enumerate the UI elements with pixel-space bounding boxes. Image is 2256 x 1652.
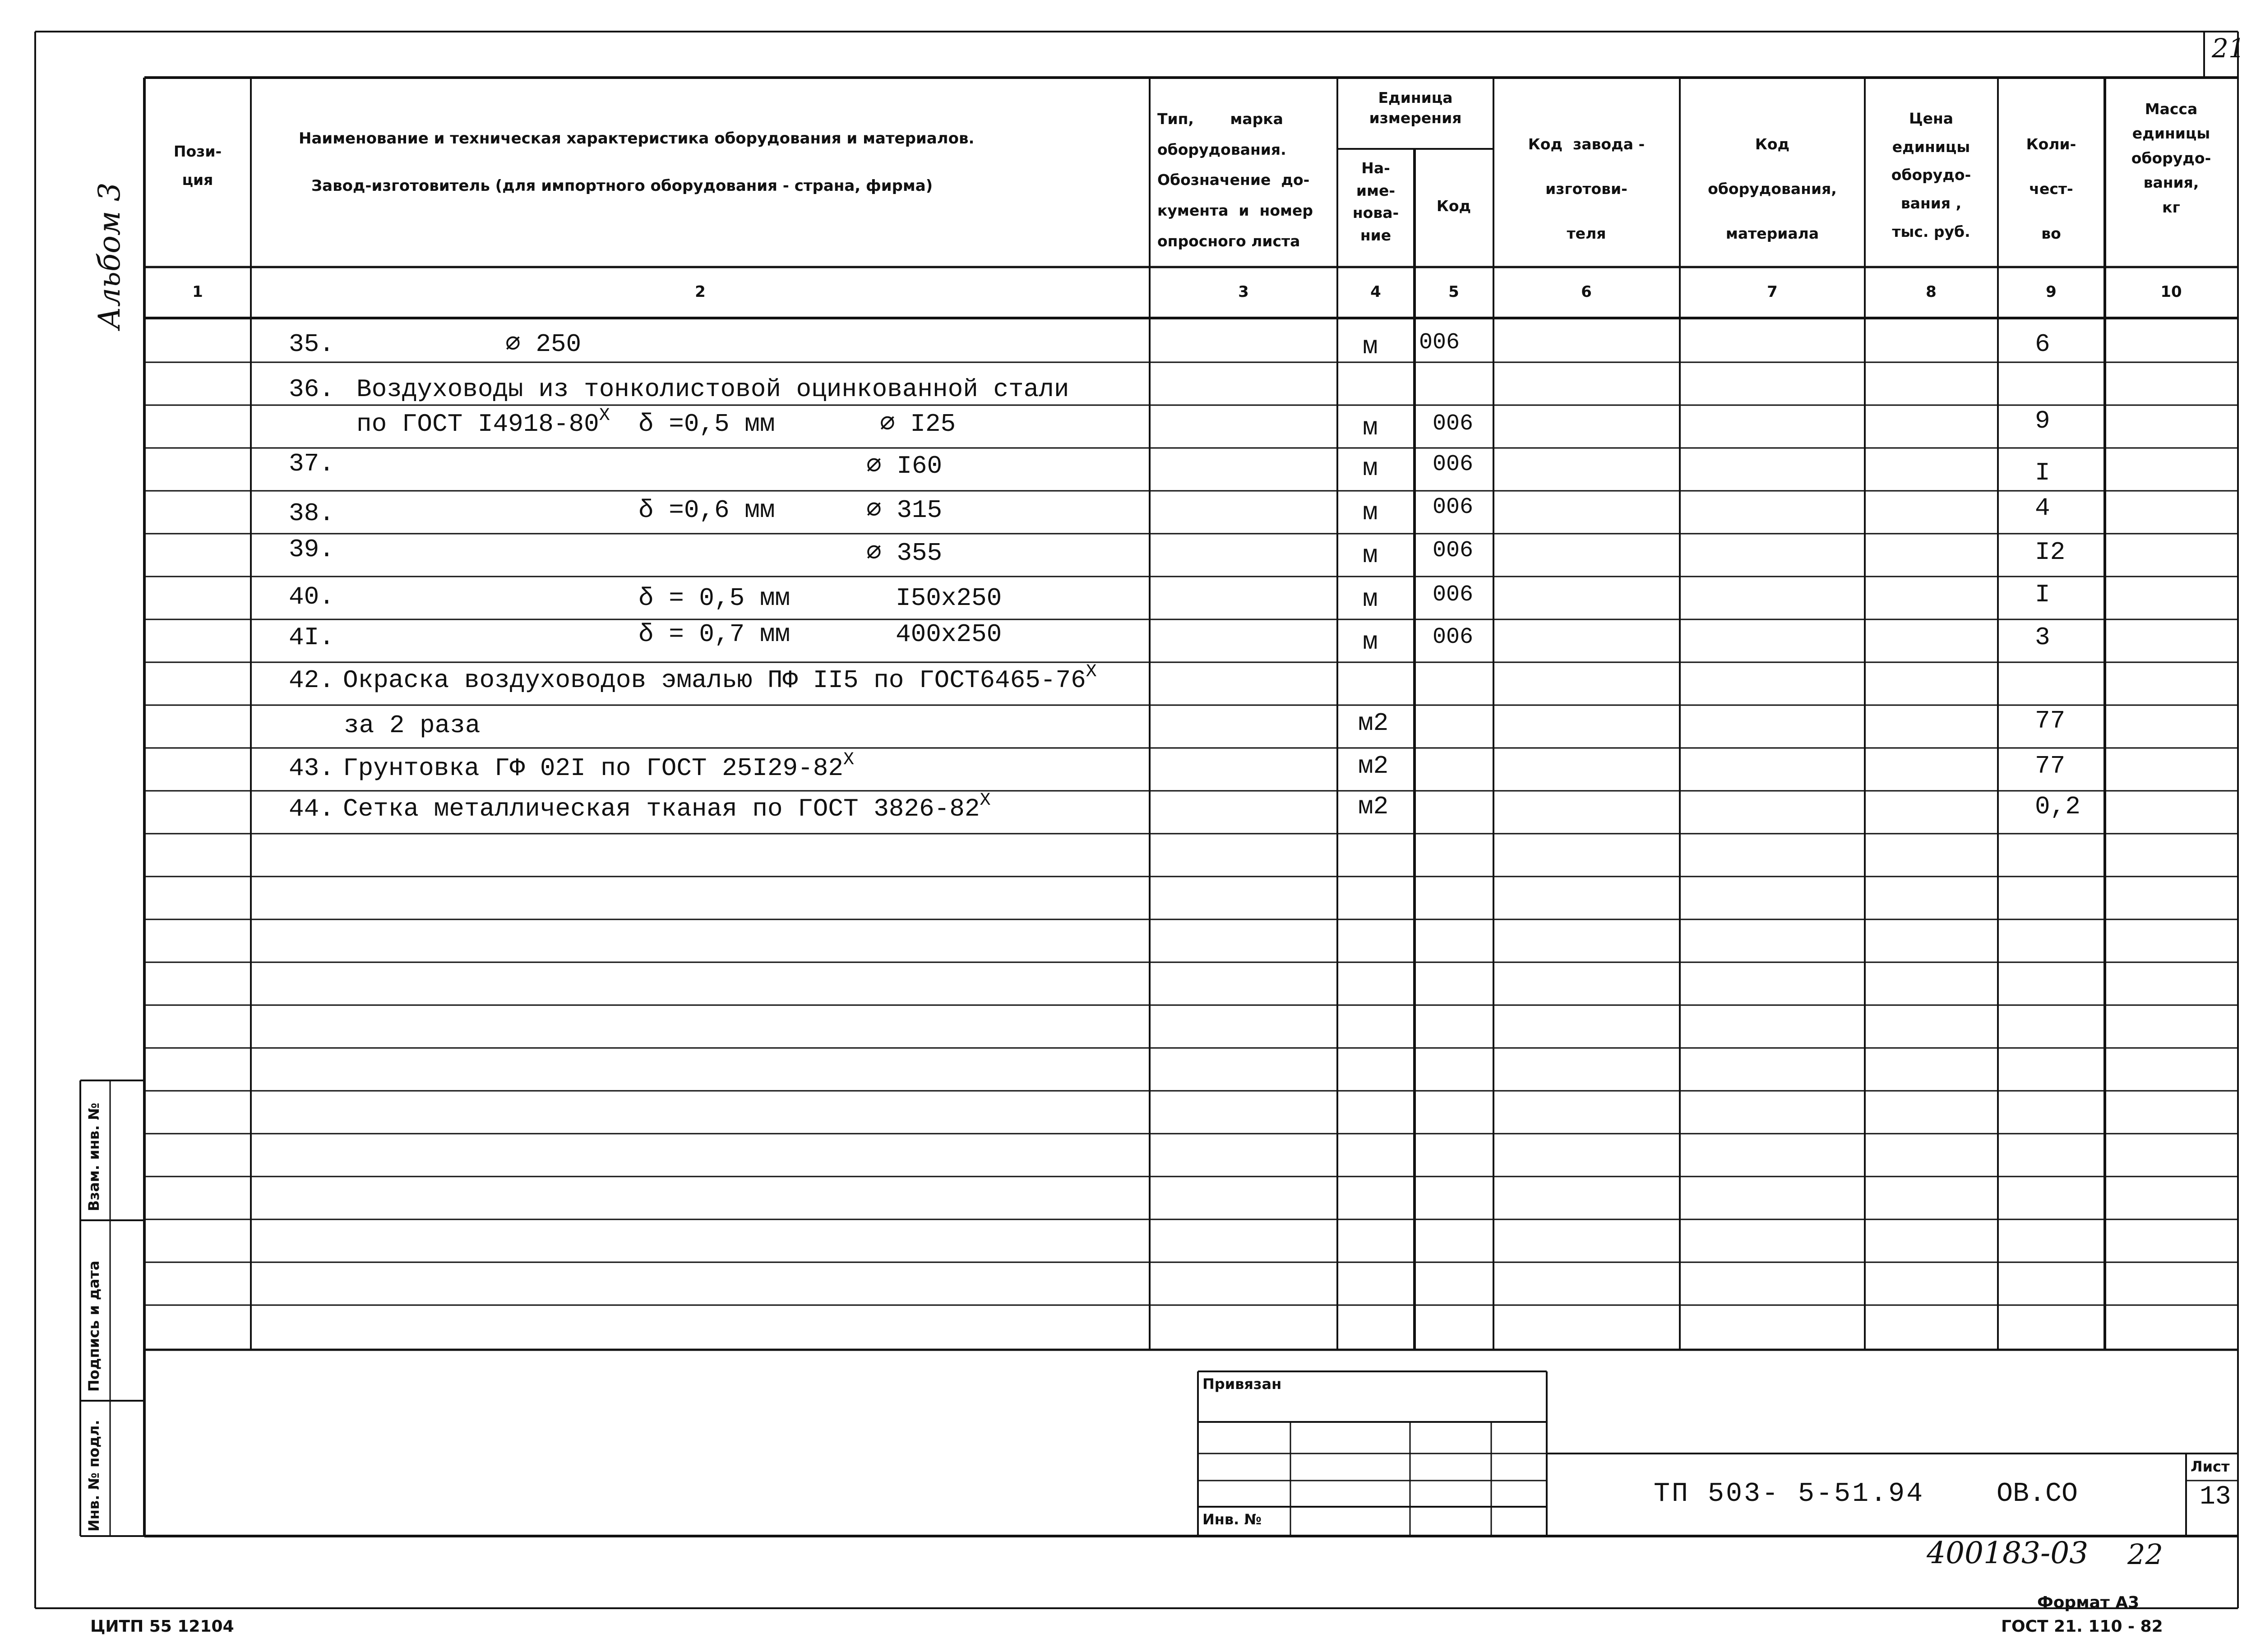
header-price: Цена единицы оборудо- вания , тыс. руб.	[1891, 110, 1971, 240]
row-quantity: 77	[2035, 706, 2066, 735]
row-thickness: δ = 0,7 мм	[638, 620, 791, 649]
row-position: 36.	[289, 375, 334, 404]
row-size: ∅ I60	[866, 452, 943, 480]
footer-gost: ГОСТ 21. 110 - 82	[2001, 1617, 2163, 1636]
row-size: ∅ 355	[866, 539, 943, 568]
row-position: 37.	[289, 449, 334, 478]
row-description: Воздуховоды из тонколистовой оцинкованной стали	[356, 375, 1069, 404]
row-unit: м2	[1358, 752, 1389, 780]
row-position: 38.	[289, 499, 334, 528]
side-stamp-inv-podl: Инв. № подл.	[85, 1420, 102, 1532]
side-stamp-podpis: Подпись и дата	[85, 1260, 102, 1392]
footer-format: Формат А3	[2037, 1593, 2140, 1612]
row-quantity: I	[2035, 580, 2050, 609]
sheet-label: Лист	[2191, 1458, 2230, 1475]
col-number: 6	[1581, 283, 1592, 301]
row-unit: м	[1363, 628, 1378, 656]
row-quantity: 3	[2035, 623, 2050, 652]
row-code: 006	[1433, 411, 1474, 437]
row-code: 006	[1433, 582, 1474, 608]
row-unit: м	[1363, 498, 1378, 527]
row-unit: м	[1363, 585, 1378, 614]
col-number: 8	[1926, 283, 1937, 301]
sheet-number: 13	[2200, 1482, 2231, 1512]
row-position: 44.	[289, 794, 334, 823]
header-unit-code: Код	[1436, 197, 1471, 215]
row-unit: м2	[1358, 792, 1389, 821]
row-description: за 2 раза	[344, 711, 481, 740]
header-unit-name: На- име- нова- ние	[1352, 159, 1399, 244]
stamp-inv-no: Инв. №	[1202, 1511, 1262, 1528]
row-quantity: I	[2035, 458, 2050, 487]
header-unit-group: Единица измерения	[1369, 89, 1462, 127]
row-unit: м2	[1358, 709, 1389, 738]
footer-left-code: ЦИТП 55 12104	[90, 1617, 234, 1636]
row-description: Сетка металлическая тканая по ГОСТ $3826-82^X$	[343, 790, 991, 823]
row-thickness: δ = 0,5 мм	[638, 584, 791, 613]
row-code: 006	[1419, 330, 1460, 355]
header-factory-code: Код завода - изготови- теля	[1528, 135, 1645, 242]
handwritten-number: 22	[2127, 1538, 2163, 1571]
doc-section: ОВ.СО	[1997, 1479, 2078, 1509]
row-description: Окраска воздуховодов эмалью ПФ II5 по $ГОСТ6465-76^X$	[343, 662, 1097, 695]
row-position: 42.	[289, 666, 334, 695]
row-quantity: 0,2	[2035, 792, 2080, 821]
row-code: 006	[1433, 452, 1474, 477]
side-stamp-vzam: Взам. инв. №	[85, 1103, 102, 1211]
row-code: 006	[1433, 494, 1474, 520]
row-quantity: I2	[2035, 538, 2066, 567]
col-number: 1	[192, 283, 203, 301]
col-number: 9	[2046, 283, 2057, 301]
row-position: 40.	[289, 582, 334, 611]
row-position: 43.	[289, 754, 334, 783]
row-position: 39.	[289, 535, 334, 564]
row-thickness: δ =0,6 мм	[638, 496, 775, 525]
row-thickness: δ =0,5 мм	[638, 410, 775, 438]
col-number: 5	[1448, 283, 1459, 301]
row-size: ∅ I25	[880, 410, 956, 438]
header-name-line2: Завод-изготовитель (для импортного оборудования - страна, фирма)	[311, 177, 933, 195]
row-description: Грунтовка ГФ 02I по ГОСТ $25I29-82^X$	[343, 750, 854, 783]
row-position: 35.	[289, 330, 334, 359]
row-quantity: 6	[2035, 330, 2050, 359]
row-unit: м	[1363, 541, 1378, 570]
row-description: по ГОСТ $I4918-80^X$	[356, 406, 610, 438]
header-type: Тип, марка оборудования. Обозначение до- кумента и номер опросного листа	[1157, 110, 1313, 250]
row-unit: м	[1363, 413, 1378, 442]
row-quantity: 4	[2035, 494, 2050, 522]
col-number: 10	[2160, 283, 2182, 301]
row-size: ∅ 315	[866, 496, 943, 525]
handwritten-code: 400183-03	[1927, 1536, 2089, 1570]
album-label: Альбом 3	[92, 182, 127, 329]
row-size: ∅ 250	[505, 330, 582, 359]
row-quantity: 77	[2035, 752, 2066, 780]
page-number: 21	[2212, 33, 2245, 64]
header-position: Пози- ция	[173, 143, 222, 189]
row-code: 006	[1433, 538, 1474, 563]
row-unit: м	[1363, 454, 1378, 483]
doc-code: ТП 503- 5-51.94	[1654, 1479, 1925, 1509]
row-unit: м	[1363, 332, 1378, 361]
col-number: 7	[1767, 283, 1778, 301]
row-size: I50x250	[896, 584, 1002, 613]
stamp-privyazan: Привязан	[1202, 1375, 1282, 1393]
row-quantity: 9	[2035, 406, 2050, 435]
col-number: 4	[1370, 283, 1381, 301]
header-mass: Масса единицы оборудо- вания, кг	[2131, 100, 2211, 216]
row-position: 4I.	[289, 623, 334, 652]
header-quantity: Коли- чест- во	[2026, 135, 2076, 242]
col-number: 2	[695, 283, 706, 301]
header-equipment-code: Код оборудования, материала	[1708, 135, 1837, 242]
row-size: 400x250	[896, 620, 1002, 649]
row-code: 006	[1433, 624, 1474, 650]
col-number: 3	[1238, 283, 1249, 301]
header-name-line1: Наименование и техническая характеристика оборудования и материалов.	[299, 129, 975, 148]
